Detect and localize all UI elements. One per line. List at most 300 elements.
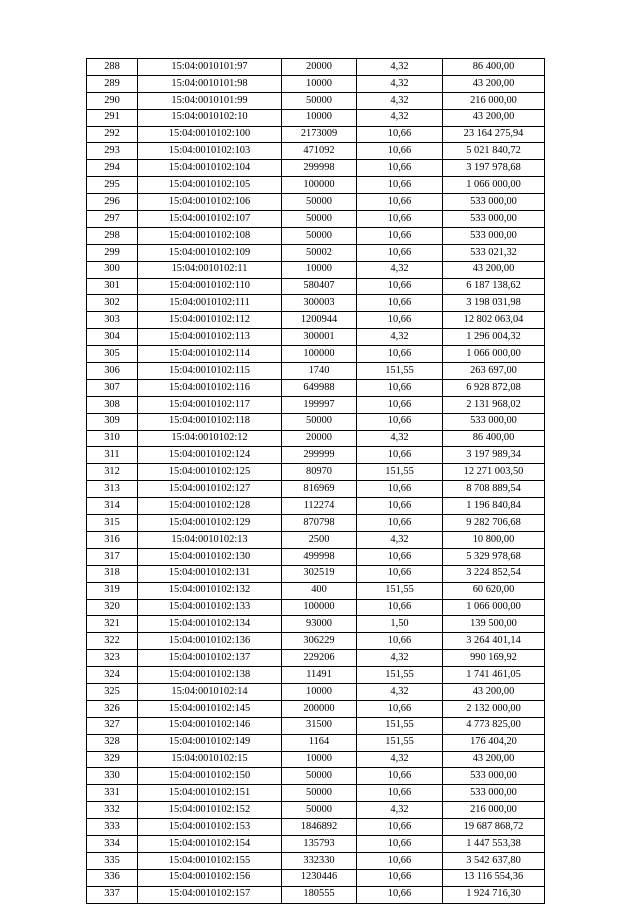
rate-cell: 151,55 (357, 734, 443, 751)
area-cell: 1164 (282, 734, 357, 751)
area-cell: 50000 (282, 785, 357, 802)
value-cell: 2 131 968,02 (443, 396, 545, 413)
row-number-cell: 291 (87, 109, 138, 126)
value-cell: 60 620,00 (443, 582, 545, 599)
table-row (87, 396, 545, 413)
table-row (87, 565, 545, 582)
value-cell: 533 000,00 (443, 227, 545, 244)
row-number-cell: 334 (87, 835, 138, 852)
cadastral-number-cell: 15:04:0010102:151 (138, 785, 282, 802)
value-cell: 1 924 716,30 (443, 886, 545, 903)
cadastral-number-cell: 15:04:0010102:104 (138, 160, 282, 177)
area-cell: 816969 (282, 481, 357, 498)
value-cell: 533 000,00 (443, 194, 545, 211)
cadastral-number-cell: 15:04:0010102:131 (138, 565, 282, 582)
row-number-cell: 290 (87, 92, 138, 109)
row-number-cell: 295 (87, 177, 138, 194)
area-cell: 50000 (282, 768, 357, 785)
table-row (87, 650, 545, 667)
cadastral-number-cell: 15:04:0010102:108 (138, 227, 282, 244)
cadastral-number-cell: 15:04:0010102:152 (138, 802, 282, 819)
value-cell: 13 116 554,36 (443, 869, 545, 886)
area-cell: 50000 (282, 211, 357, 228)
table-row (87, 633, 545, 650)
cadastral-number-cell: 15:04:0010102:112 (138, 312, 282, 329)
row-number-cell: 315 (87, 515, 138, 532)
row-number-cell: 305 (87, 346, 138, 363)
value-cell: 3 198 031,98 (443, 295, 545, 312)
rate-cell: 151,55 (357, 582, 443, 599)
rate-cell: 10,66 (357, 548, 443, 565)
value-cell: 216 000,00 (443, 802, 545, 819)
table-row (87, 785, 545, 802)
value-cell: 1 066 000,00 (443, 599, 545, 616)
row-number-cell: 323 (87, 650, 138, 667)
rate-cell: 4,32 (357, 92, 443, 109)
table-row (87, 599, 545, 616)
table-row (87, 329, 545, 346)
area-cell: 1740 (282, 363, 357, 380)
row-number-cell: 307 (87, 379, 138, 396)
value-cell: 6 928 872,08 (443, 379, 545, 396)
row-number-cell: 294 (87, 160, 138, 177)
table-row (87, 312, 545, 329)
cadastral-value-table (86, 58, 545, 904)
rate-cell: 10,66 (357, 396, 443, 413)
row-number-cell: 328 (87, 734, 138, 751)
value-cell: 1 447 553,38 (443, 835, 545, 852)
rate-cell: 4,32 (357, 650, 443, 667)
rate-cell: 10,66 (357, 869, 443, 886)
cadastral-number-cell: 15:04:0010101:99 (138, 92, 282, 109)
row-number-cell: 308 (87, 396, 138, 413)
cadastral-number-cell: 15:04:0010102:14 (138, 683, 282, 700)
rate-cell: 10,66 (357, 515, 443, 532)
cadastral-number-cell: 15:04:0010102:132 (138, 582, 282, 599)
row-number-cell: 312 (87, 464, 138, 481)
area-cell: 332330 (282, 852, 357, 869)
table-row (87, 531, 545, 548)
table-row (87, 126, 545, 143)
table-row (87, 700, 545, 717)
value-cell: 19 687 868,72 (443, 819, 545, 836)
table-row (87, 211, 545, 228)
cadastral-number-cell: 15:04:0010101:98 (138, 75, 282, 92)
area-cell: 50000 (282, 802, 357, 819)
area-cell: 135793 (282, 835, 357, 852)
value-cell: 216 000,00 (443, 92, 545, 109)
row-number-cell: 327 (87, 717, 138, 734)
value-cell: 1 196 840,84 (443, 498, 545, 515)
area-cell: 2500 (282, 531, 357, 548)
area-cell: 499998 (282, 548, 357, 565)
rate-cell: 10,66 (357, 379, 443, 396)
rate-cell: 10,66 (357, 143, 443, 160)
rate-cell: 10,66 (357, 211, 443, 228)
table-row (87, 160, 545, 177)
table-row (87, 75, 545, 92)
value-cell: 1 066 000,00 (443, 177, 545, 194)
value-cell: 1 741 461,05 (443, 667, 545, 684)
area-cell: 50000 (282, 194, 357, 211)
area-cell: 1230446 (282, 869, 357, 886)
cadastral-number-cell: 15:04:0010102:11 (138, 261, 282, 278)
table-row (87, 59, 545, 76)
area-cell: 10000 (282, 261, 357, 278)
rate-cell: 4,32 (357, 751, 443, 768)
area-cell: 11491 (282, 667, 357, 684)
table-row (87, 109, 545, 126)
rate-cell: 4,32 (357, 59, 443, 76)
row-number-cell: 310 (87, 430, 138, 447)
row-number-cell: 293 (87, 143, 138, 160)
area-cell: 50002 (282, 244, 357, 261)
cadastral-number-cell: 15:04:0010102:145 (138, 700, 282, 717)
rate-cell: 151,55 (357, 667, 443, 684)
cadastral-number-cell: 15:04:0010102:111 (138, 295, 282, 312)
table-row (87, 261, 545, 278)
area-cell: 306229 (282, 633, 357, 650)
value-cell: 533 000,00 (443, 768, 545, 785)
table-row (87, 616, 545, 633)
value-cell: 5 021 840,72 (443, 143, 545, 160)
area-cell: 50000 (282, 227, 357, 244)
cadastral-number-cell: 15:04:0010102:124 (138, 447, 282, 464)
table-row (87, 835, 545, 852)
table-row (87, 464, 545, 481)
value-cell: 2 132 000,00 (443, 700, 545, 717)
table-row (87, 413, 545, 430)
rate-cell: 10,66 (357, 819, 443, 836)
area-cell: 400 (282, 582, 357, 599)
value-cell: 1 066 000,00 (443, 346, 545, 363)
row-number-cell: 329 (87, 751, 138, 768)
rate-cell: 10,66 (357, 227, 443, 244)
table-row (87, 734, 545, 751)
rate-cell: 151,55 (357, 464, 443, 481)
cadastral-number-cell: 15:04:0010102:149 (138, 734, 282, 751)
table-row (87, 869, 545, 886)
table-row (87, 227, 545, 244)
row-number-cell: 306 (87, 363, 138, 380)
row-number-cell: 331 (87, 785, 138, 802)
cadastral-number-cell: 15:04:0010102:156 (138, 869, 282, 886)
cadastral-number-cell: 15:04:0010102:146 (138, 717, 282, 734)
cadastral-number-cell: 15:04:0010102:117 (138, 396, 282, 413)
area-cell: 180555 (282, 886, 357, 903)
cadastral-number-cell: 15:04:0010102:154 (138, 835, 282, 852)
table-row (87, 143, 545, 160)
row-number-cell: 326 (87, 700, 138, 717)
row-number-cell: 298 (87, 227, 138, 244)
row-number-cell: 288 (87, 59, 138, 76)
table-row (87, 768, 545, 785)
value-cell: 43 200,00 (443, 751, 545, 768)
cadastral-number-cell: 15:04:0010102:137 (138, 650, 282, 667)
area-cell: 300001 (282, 329, 357, 346)
table-row (87, 346, 545, 363)
area-cell: 100000 (282, 177, 357, 194)
row-number-cell: 332 (87, 802, 138, 819)
table-row (87, 278, 545, 295)
value-cell: 43 200,00 (443, 261, 545, 278)
area-cell: 20000 (282, 430, 357, 447)
table-row (87, 667, 545, 684)
rate-cell: 10,66 (357, 194, 443, 211)
table-row (87, 802, 545, 819)
row-number-cell: 336 (87, 869, 138, 886)
cadastral-number-cell: 15:04:0010102:136 (138, 633, 282, 650)
table-row (87, 548, 545, 565)
table-row (87, 819, 545, 836)
row-number-cell: 325 (87, 683, 138, 700)
cadastral-number-cell: 15:04:0010102:116 (138, 379, 282, 396)
area-cell: 199997 (282, 396, 357, 413)
table-row (87, 295, 545, 312)
rate-cell: 10,66 (357, 599, 443, 616)
value-cell: 3 197 989,34 (443, 447, 545, 464)
table-row (87, 481, 545, 498)
area-cell: 1846892 (282, 819, 357, 836)
cadastral-number-cell: 15:04:0010102:100 (138, 126, 282, 143)
table-row (87, 582, 545, 599)
area-cell: 100000 (282, 346, 357, 363)
area-cell: 229206 (282, 650, 357, 667)
rate-cell: 151,55 (357, 717, 443, 734)
value-cell: 3 264 401,14 (443, 633, 545, 650)
rate-cell: 10,66 (357, 312, 443, 329)
row-number-cell: 304 (87, 329, 138, 346)
cadastral-number-cell: 15:04:0010102:105 (138, 177, 282, 194)
rate-cell: 10,66 (357, 633, 443, 650)
row-number-cell: 322 (87, 633, 138, 650)
table-row (87, 515, 545, 532)
value-cell: 1 296 004,32 (443, 329, 545, 346)
row-number-cell: 297 (87, 211, 138, 228)
rate-cell: 10,66 (357, 160, 443, 177)
cadastral-number-cell: 15:04:0010102:109 (138, 244, 282, 261)
area-cell: 20000 (282, 59, 357, 76)
row-number-cell: 289 (87, 75, 138, 92)
row-number-cell: 296 (87, 194, 138, 211)
rate-cell: 4,32 (357, 109, 443, 126)
value-cell: 4 773 825,00 (443, 717, 545, 734)
cadastral-number-cell: 15:04:0010101:97 (138, 59, 282, 76)
rate-cell: 151,55 (357, 363, 443, 380)
value-cell: 3 542 637,80 (443, 852, 545, 869)
cadastral-number-cell: 15:04:0010102:110 (138, 278, 282, 295)
rate-cell: 10,66 (357, 244, 443, 261)
area-cell: 100000 (282, 599, 357, 616)
rate-cell: 10,66 (357, 835, 443, 852)
rate-cell: 10,66 (357, 700, 443, 717)
row-number-cell: 335 (87, 852, 138, 869)
value-cell: 139 500,00 (443, 616, 545, 633)
cadastral-number-cell: 15:04:0010102:118 (138, 413, 282, 430)
cadastral-number-cell: 15:04:0010102:133 (138, 599, 282, 616)
cadastral-number-cell: 15:04:0010102:106 (138, 194, 282, 211)
row-number-cell: 311 (87, 447, 138, 464)
cadastral-number-cell: 15:04:0010102:138 (138, 667, 282, 684)
value-cell: 43 200,00 (443, 109, 545, 126)
value-cell: 8 708 889,54 (443, 481, 545, 498)
row-number-cell: 314 (87, 498, 138, 515)
value-cell: 86 400,00 (443, 430, 545, 447)
rate-cell: 10,66 (357, 785, 443, 802)
area-cell: 649988 (282, 379, 357, 396)
row-number-cell: 300 (87, 261, 138, 278)
rate-cell: 4,32 (357, 802, 443, 819)
area-cell: 10000 (282, 75, 357, 92)
cadastral-number-cell: 15:04:0010102:150 (138, 768, 282, 785)
table-row (87, 447, 545, 464)
value-cell: 9 282 706,68 (443, 515, 545, 532)
value-cell: 3 197 978,68 (443, 160, 545, 177)
row-number-cell: 337 (87, 886, 138, 903)
cadastral-number-cell: 15:04:0010102:107 (138, 211, 282, 228)
area-cell: 200000 (282, 700, 357, 717)
row-number-cell: 321 (87, 616, 138, 633)
rate-cell: 10,66 (357, 886, 443, 903)
cadastral-number-cell: 15:04:0010102:115 (138, 363, 282, 380)
area-cell: 93000 (282, 616, 357, 633)
table-row (87, 852, 545, 869)
area-cell: 10000 (282, 109, 357, 126)
row-number-cell: 301 (87, 278, 138, 295)
rate-cell: 4,32 (357, 531, 443, 548)
value-cell: 5 329 978,68 (443, 548, 545, 565)
rate-cell: 4,32 (357, 75, 443, 92)
rate-cell: 4,32 (357, 261, 443, 278)
rate-cell: 10,66 (357, 177, 443, 194)
cadastral-number-cell: 15:04:0010102:134 (138, 616, 282, 633)
cadastral-number-cell: 15:04:0010102:127 (138, 481, 282, 498)
table-row (87, 363, 545, 380)
row-number-cell: 292 (87, 126, 138, 143)
area-cell: 300003 (282, 295, 357, 312)
row-number-cell: 303 (87, 312, 138, 329)
row-number-cell: 320 (87, 599, 138, 616)
area-cell: 471092 (282, 143, 357, 160)
table-body (87, 59, 545, 904)
area-cell: 299999 (282, 447, 357, 464)
area-cell: 580407 (282, 278, 357, 295)
value-cell: 12 271 003,50 (443, 464, 545, 481)
value-cell: 12 802 063,04 (443, 312, 545, 329)
area-cell: 10000 (282, 751, 357, 768)
value-cell: 43 200,00 (443, 683, 545, 700)
rate-cell: 4,32 (357, 430, 443, 447)
row-number-cell: 318 (87, 565, 138, 582)
table-row (87, 886, 545, 903)
value-cell: 533 000,00 (443, 785, 545, 802)
cadastral-number-cell: 15:04:0010102:128 (138, 498, 282, 515)
table-row (87, 498, 545, 515)
rate-cell: 10,66 (357, 481, 443, 498)
value-cell: 10 800,00 (443, 531, 545, 548)
rate-cell: 4,32 (357, 329, 443, 346)
row-number-cell: 319 (87, 582, 138, 599)
row-number-cell: 309 (87, 413, 138, 430)
area-cell: 10000 (282, 683, 357, 700)
row-number-cell: 330 (87, 768, 138, 785)
row-number-cell: 317 (87, 548, 138, 565)
cadastral-number-cell: 15:04:0010102:15 (138, 751, 282, 768)
cadastral-number-cell: 15:04:0010102:129 (138, 515, 282, 532)
cadastral-number-cell: 15:04:0010102:103 (138, 143, 282, 160)
cadastral-number-cell: 15:04:0010102:130 (138, 548, 282, 565)
value-cell: 990 169,92 (443, 650, 545, 667)
cadastral-number-cell: 15:04:0010102:113 (138, 329, 282, 346)
rate-cell: 10,66 (357, 278, 443, 295)
cadastral-number-cell: 15:04:0010102:114 (138, 346, 282, 363)
area-cell: 299998 (282, 160, 357, 177)
row-number-cell: 313 (87, 481, 138, 498)
area-cell: 112274 (282, 498, 357, 515)
value-cell: 176 404,20 (443, 734, 545, 751)
rate-cell: 10,66 (357, 447, 443, 464)
cadastral-number-cell: 15:04:0010102:125 (138, 464, 282, 481)
value-cell: 263 697,00 (443, 363, 545, 380)
value-cell: 86 400,00 (443, 59, 545, 76)
rate-cell: 10,66 (357, 346, 443, 363)
table-row (87, 430, 545, 447)
row-number-cell: 333 (87, 819, 138, 836)
area-cell: 31500 (282, 717, 357, 734)
rate-cell: 10,66 (357, 413, 443, 430)
rate-cell: 10,66 (357, 126, 443, 143)
table-row (87, 194, 545, 211)
area-cell: 80970 (282, 464, 357, 481)
area-cell: 302519 (282, 565, 357, 582)
cadastral-number-cell: 15:04:0010102:155 (138, 852, 282, 869)
rate-cell: 10,66 (357, 565, 443, 582)
cadastral-number-cell: 15:04:0010102:157 (138, 886, 282, 903)
rate-cell: 10,66 (357, 498, 443, 515)
table-row (87, 683, 545, 700)
rate-cell: 1,50 (357, 616, 443, 633)
table-row (87, 92, 545, 109)
cadastral-number-cell: 15:04:0010102:13 (138, 531, 282, 548)
area-cell: 50000 (282, 413, 357, 430)
rate-cell: 10,66 (357, 295, 443, 312)
area-cell: 2173009 (282, 126, 357, 143)
cadastral-number-cell: 15:04:0010102:10 (138, 109, 282, 126)
rate-cell: 10,66 (357, 768, 443, 785)
cadastral-number-cell: 15:04:0010102:12 (138, 430, 282, 447)
cadastral-number-cell: 15:04:0010102:153 (138, 819, 282, 836)
rate-cell: 4,32 (357, 683, 443, 700)
value-cell: 533 000,00 (443, 211, 545, 228)
value-cell: 533 021,32 (443, 244, 545, 261)
row-number-cell: 316 (87, 531, 138, 548)
rate-cell: 10,66 (357, 852, 443, 869)
table-row (87, 244, 545, 261)
row-number-cell: 299 (87, 244, 138, 261)
area-cell: 870798 (282, 515, 357, 532)
value-cell: 533 000,00 (443, 413, 545, 430)
table-row (87, 751, 545, 768)
value-cell: 43 200,00 (443, 75, 545, 92)
row-number-cell: 302 (87, 295, 138, 312)
table-row (87, 177, 545, 194)
row-number-cell: 324 (87, 667, 138, 684)
value-cell: 3 224 852,54 (443, 565, 545, 582)
value-cell: 6 187 138,62 (443, 278, 545, 295)
area-cell: 1200944 (282, 312, 357, 329)
area-cell: 50000 (282, 92, 357, 109)
table-row (87, 717, 545, 734)
